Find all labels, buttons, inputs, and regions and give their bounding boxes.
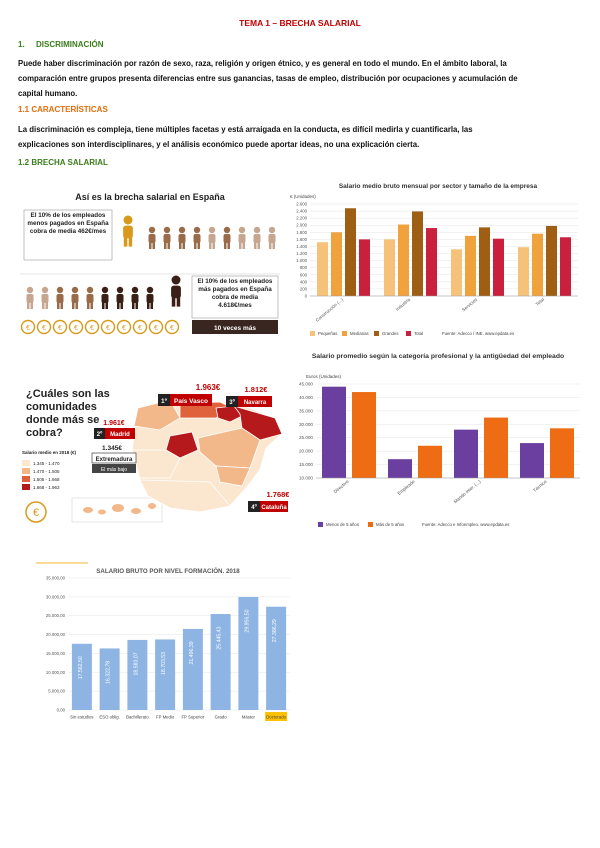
svg-text:País Vasco: País Vasco (174, 398, 208, 405)
y-tick-label: 400 (299, 279, 307, 285)
bar (560, 237, 571, 296)
bottom-people-row (27, 276, 181, 309)
bar (454, 430, 478, 478)
bar (352, 392, 376, 478)
svg-text:€: € (90, 325, 94, 332)
callout-cataluna (248, 490, 290, 512)
section-1-heading (18, 40, 104, 49)
svg-text:1.961€: 1.961€ (103, 420, 125, 427)
y-tick-label: 0,00 (56, 707, 65, 713)
svg-text:€: € (74, 325, 78, 332)
y-tick-label: 1.400 (296, 243, 307, 249)
svg-text:1.812€: 1.812€ (244, 385, 268, 394)
section-1-1-heading: 1.1 CARACTERÍSTICAS (18, 105, 108, 114)
bar (359, 239, 370, 296)
svg-text:3º: 3º (229, 400, 235, 406)
legend-swatch (368, 522, 373, 527)
svg-text:€: € (32, 507, 40, 519)
bar (484, 418, 508, 478)
svg-text:€: € (154, 325, 158, 332)
legend-swatch (374, 331, 379, 336)
legend-swatch (22, 468, 30, 474)
y-tick-label: 30.000,00 (45, 594, 65, 600)
person-icon (147, 287, 154, 309)
y-tick-label: 35.000 (298, 408, 313, 414)
svg-text:El más bajo: El más bajo (100, 467, 128, 473)
coin-icon (166, 321, 179, 334)
person-icon (132, 287, 139, 309)
bar (384, 239, 395, 296)
person-icon (239, 227, 246, 249)
bar (426, 228, 437, 296)
svg-text:2º: 2º (96, 432, 103, 438)
person-icon (224, 227, 231, 249)
bar (532, 234, 543, 296)
y-tick-label: 15.000,00 (45, 650, 65, 656)
person-icon (209, 227, 216, 249)
coin-icon (150, 321, 163, 334)
x-tick-label: Doctorado (266, 714, 287, 720)
legend-swatch (22, 460, 30, 466)
spain-map (132, 400, 282, 512)
bar (412, 211, 423, 296)
coin-row (22, 321, 179, 334)
person-icon (164, 227, 171, 249)
section-1-title: DISCRIMINACIÓN (36, 40, 104, 49)
svg-text:€: € (138, 325, 142, 332)
bar (479, 227, 490, 296)
x-tick-label: Grado (214, 714, 227, 720)
svg-text:€: € (170, 325, 174, 332)
svg-text:Madrid: Madrid (110, 432, 130, 438)
chart-title: Salario promedio según la categoría profesional y la antigüedad del empleado (311, 353, 565, 360)
legend-label: Medianas (350, 331, 369, 336)
legend-label: 1.668 - 1.963 (33, 485, 60, 490)
person-icon (171, 276, 181, 307)
data-label: 18.583,07 (133, 652, 140, 676)
svg-text:1º: 1º (161, 398, 167, 405)
bar (388, 459, 412, 478)
svg-text:€: € (106, 325, 110, 332)
legend-label: Total (414, 331, 424, 336)
x-tick-label: Directivo (332, 478, 350, 495)
callout-extremadura (92, 445, 136, 473)
y-axis-label: € (Unidades) (290, 194, 316, 199)
infographic-title: Así es la brecha salarial en España (75, 192, 225, 202)
svg-text:€: € (42, 325, 46, 332)
legend-swatch (310, 331, 315, 336)
person-icon (27, 287, 34, 309)
map-legend (22, 460, 60, 490)
coin-icon (22, 321, 35, 334)
sector-size-chart (288, 178, 588, 343)
data-label: 21.496,39 (188, 641, 195, 665)
chart-title: SALARIO BRUTO POR NIVEL FORMACIÓN. 2018 (96, 568, 240, 575)
y-tick-label: 20.000 (298, 448, 313, 454)
x-tick-label: ESO oblig. (99, 714, 120, 720)
y-tick-label: 1.000 (296, 258, 307, 264)
bar (493, 239, 504, 296)
y-tick-label: 1.200 (296, 251, 307, 257)
y-tick-label: 25.000 (298, 435, 313, 441)
bar (331, 232, 342, 296)
chart-source: Fuente: Adecco e Infoempleo. www.epdata.es (422, 522, 510, 527)
x-tick-label: Mando inter. (...) (452, 478, 482, 505)
paragraph-1-line: comparación entre grupos presenta diferencias entre sus ganancias, tasas de empleo, distribución por ocupaciones y acumulación de (18, 74, 518, 83)
legend-label: Menos de 5 años (326, 522, 359, 527)
y-tick-label: 1.600 (296, 236, 307, 242)
person-icon (57, 287, 64, 309)
paragraph-2-line: explicaciones son interdisciplinares, y el análisis económico puede aportar ideas, no una explicación cierta. (18, 140, 420, 149)
person-icon (254, 227, 261, 249)
person-icon (123, 216, 133, 247)
y-axis-label: Euros (Unidades) (306, 374, 342, 379)
person-icon (179, 227, 186, 249)
y-tick-label: 2.400 (296, 208, 307, 214)
coin-icon (54, 321, 67, 334)
x-tick-label: Industria (394, 296, 412, 312)
y-tick-label: 200 (299, 286, 307, 292)
person-icon (269, 227, 276, 249)
coin-icon (134, 321, 147, 334)
person-icon (194, 227, 201, 249)
callout-navarra (226, 385, 272, 407)
y-tick-label: 10.000,00 (45, 669, 65, 675)
person-icon (149, 227, 156, 249)
x-tick-label: Total (534, 296, 546, 307)
person-icon (42, 287, 49, 309)
callout-pais-vasco (158, 383, 221, 406)
bar (398, 225, 409, 296)
bar (550, 428, 574, 478)
category-seniority-chart (288, 346, 588, 536)
data-label: 18.703,53 (161, 651, 168, 676)
x-tick-label: Bachillerato (126, 714, 149, 720)
y-tick-label: 30.000 (298, 421, 313, 427)
low-paid-text: El 10% de los empleados menos pagados en España cobra de media 462€/mes (27, 212, 109, 235)
section-1-number: 1. (18, 40, 25, 49)
person-icon (102, 287, 109, 309)
bar (322, 387, 346, 478)
bar (546, 226, 557, 296)
brecha-infographic (20, 180, 280, 340)
data-label: 17.562,50 (77, 656, 84, 680)
legend-label: Más de 5 años (376, 522, 405, 527)
top-people-row (123, 216, 275, 249)
svg-text:1.345€: 1.345€ (102, 445, 122, 452)
coin-icon (38, 321, 51, 334)
coin-icon (102, 321, 115, 334)
svg-text:€: € (26, 325, 30, 332)
chart-source: Fuente: Adecco / INE. www.epdata.es (442, 331, 515, 336)
legend-swatch (22, 484, 30, 490)
data-label: 29.956,50 (244, 609, 251, 633)
svg-text:1.768€: 1.768€ (266, 490, 290, 499)
person-icon (117, 287, 124, 309)
paragraph-2 (18, 122, 578, 152)
legend-label: Pequeñas (318, 331, 338, 336)
section-1-2-heading: 1.2 BRECHA SALARIAL (18, 158, 108, 167)
map-question: ¿Cuáles son las comunidades donde más se cobra? (26, 388, 110, 439)
legend-swatch (342, 331, 347, 336)
y-tick-label: 600 (299, 272, 307, 278)
svg-text:4º: 4º (251, 505, 257, 511)
y-tick-label: 2.000 (296, 222, 307, 228)
bar (465, 236, 476, 296)
y-tick-label: 10.000 (298, 475, 313, 481)
svg-text:Cataluña: Cataluña (261, 505, 287, 511)
x-tick-label: Empleado (396, 478, 416, 497)
coin-icon (118, 321, 131, 334)
bar (183, 629, 203, 710)
paragraph-1-line: Puede haber discriminación por razón de sexo, raza, religión y origen étnico, y es general en todo el mundo. En el ámbito laboral, la (18, 59, 507, 68)
bar (317, 242, 328, 296)
y-tick-label: 25.000,00 (45, 613, 65, 619)
data-label: 16.322,78 (105, 660, 112, 684)
y-tick-label: 800 (299, 265, 307, 271)
legend-swatch (406, 331, 411, 336)
page-title: TEMA 1 – BRECHA SALARIAL (239, 18, 361, 28)
bar (418, 446, 442, 478)
bar (451, 249, 462, 296)
svg-text:Extremadura: Extremadura (95, 457, 133, 463)
x-tick-label: Máster (241, 714, 255, 720)
person-icon (72, 287, 79, 309)
chart-title: Salario medio bruto mensual por sector y tamaño de la empresa (338, 183, 538, 190)
legend-swatch (22, 476, 30, 482)
paragraph-1-line: capital humano. (18, 89, 78, 98)
data-label: 27.386,29 (272, 619, 279, 643)
education-level-chart (28, 560, 298, 730)
svg-text:1.963€: 1.963€ (195, 383, 221, 392)
y-tick-label: 40.000 (298, 394, 313, 400)
y-tick-label: 15.000 (298, 462, 313, 468)
legend-label: 1.505 - 1.668 (33, 477, 60, 482)
legend-swatch (318, 522, 323, 527)
svg-text:Navarra: Navarra (243, 400, 267, 406)
x-tick-label: Sin estudios (70, 714, 94, 720)
paragraph-1 (18, 56, 578, 101)
bar (345, 208, 356, 296)
y-tick-label: 35.000,00 (45, 575, 65, 581)
y-tick-label: 20.000,00 (45, 632, 65, 638)
x-tick-label: Construcción (...) (314, 296, 345, 323)
person-icon (87, 287, 94, 309)
bar (520, 443, 544, 478)
x-tick-label: Servicios (460, 296, 479, 313)
y-tick-label: 2.200 (296, 215, 307, 221)
svg-text:€: € (122, 325, 126, 332)
y-tick-label: 0 (304, 293, 307, 299)
y-tick-label: 1.800 (296, 229, 307, 235)
coin-icon (86, 321, 99, 334)
svg-text:€: € (58, 325, 62, 332)
x-tick-label: Técnico (532, 478, 548, 494)
bar (518, 247, 529, 296)
communities-map (20, 378, 290, 528)
legend-label: Grandes (382, 331, 399, 336)
y-tick-label: 5.000,00 (48, 688, 65, 694)
y-tick-label: 2.600 (296, 201, 307, 207)
times-label: 10 veces más (214, 325, 256, 332)
canary-islands (72, 498, 162, 522)
y-tick-label: 45.000 (298, 381, 313, 387)
legend-label: 1.470 - 1.505 (33, 469, 60, 474)
x-tick-label: FP Medio (155, 714, 175, 720)
x-tick-label: FP Superior (181, 714, 205, 720)
paragraph-2-line: La discriminación es compleja, tiene múltiples facetas y está arraigada en la conducta, es difícil medirla y cuantificarla, las (18, 125, 473, 134)
coin-icon (70, 321, 83, 334)
legend-title: Salario medio en 2018 (€) (22, 450, 77, 455)
high-paid-text: El 10% de los empleados más pagados en España cobra de media 4.618€/mes (197, 278, 273, 309)
data-label: 25.445,43 (216, 626, 223, 650)
legend-label: 1.345 - 1.470 (33, 461, 60, 466)
